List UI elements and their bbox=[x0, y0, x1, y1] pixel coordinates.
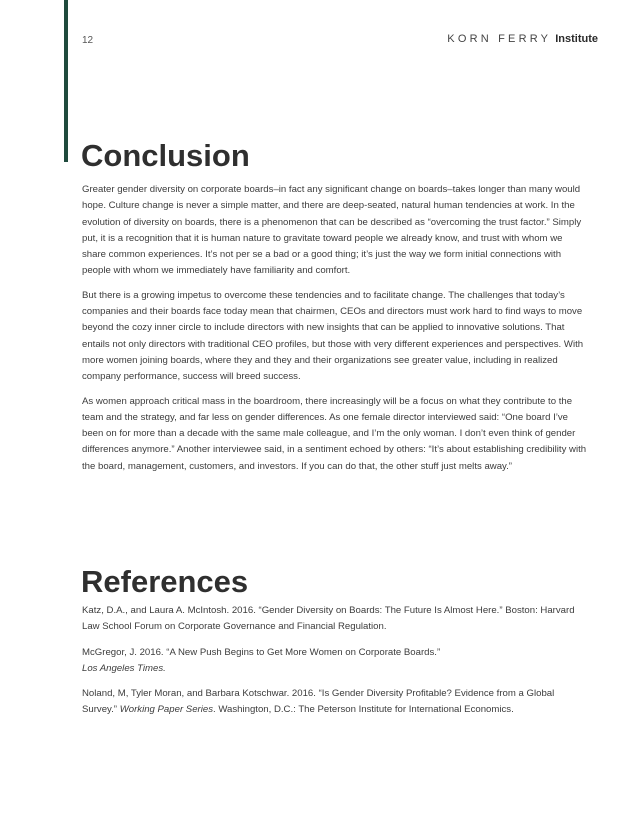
reference-item bbox=[82, 645, 588, 678]
conclusion-body bbox=[82, 182, 588, 483]
reference-text: Noland, M, Tyler Moran, and Barbara Kotschwar. 2016. “Is Gender Diversity Profitable? Evidence from a Global Survey.” bbox=[82, 688, 555, 716]
references-list bbox=[82, 603, 588, 728]
reference-item bbox=[82, 686, 588, 719]
reference-tail: . Washington, D.C.: The Peterson Institute for International Economics. bbox=[213, 704, 514, 716]
reference-source: Working Paper Series bbox=[119, 704, 213, 716]
brand-logo bbox=[447, 33, 598, 45]
conclusion-paragraph: As women approach critical mass in the boardroom, there increasingly will be a focus on what they contribute to the team and the strategy, and far less on gender differences. As one female director interviewed said: “One board I’ve been on for more than a decade with the same male colleague, and I’m the only woman. I don’t even think of gender differences anymore.” Another interviewee said, in a sentiment echoed by others: “It’s about establishing credibility with the board, management, customers, and investors. If you can do that, the other stuff just melts away.” bbox=[82, 395, 587, 472]
reference-text: Katz, D.A., and Laura A. McIntosh. 2016. “Gender Diversity on Boards: The Future Is Almost Here.” Boston: Harvard Law School Forum on Corporate Governance and Financial Regulation. bbox=[82, 605, 575, 633]
reference-text: McGregor, J. 2016. “A New Push Begins to Get More Women on Corporate Boards.” bbox=[82, 646, 441, 658]
reference-item bbox=[82, 603, 588, 636]
references-heading: References bbox=[81, 564, 249, 599]
page-number: 12 bbox=[82, 35, 94, 46]
conclusion-paragraph: But there is a growing impetus to overcome these tendencies and to facilitate change. The challenges that today’s companies and their boards face today mean that chairmen, CEOs and directors must work hard to find ways to move beyond the cozy inner circle to include directors with new insights that can be applied to innovative solutions. That entails not only directors with traditional CEO profiles, but those with very different experiences and perspectives. With more women joining boards, where they and they and their organizations see greater value, including in realized company performance, success will breed success. bbox=[82, 289, 584, 383]
brand-suffix: Institute bbox=[555, 33, 598, 45]
conclusion-paragraph: Greater gender diversity on corporate boards–in fact any significant change on boards–takes longer than many would hope. Culture change is never a simple matter, and there are deep-seated, natural human tendencies at work. In the evolution of diversity on boards, there is a phenomenon that can be described as “overcoming the trust factor.” Simply put, it is a recognition that it is human nature to gravitate toward people we already know, and trust with whom we share common experiences. It’s not per se a bad or a good thing; it’s just the way we form initial connections with people with whom we immediately have familiarity and comfort. bbox=[82, 184, 582, 277]
reference-source: Los Angeles Times. bbox=[82, 662, 166, 674]
conclusion-heading: Conclusion bbox=[81, 138, 250, 173]
accent-bar bbox=[64, 0, 68, 162]
brand-name: KORN FERRY bbox=[447, 33, 552, 45]
